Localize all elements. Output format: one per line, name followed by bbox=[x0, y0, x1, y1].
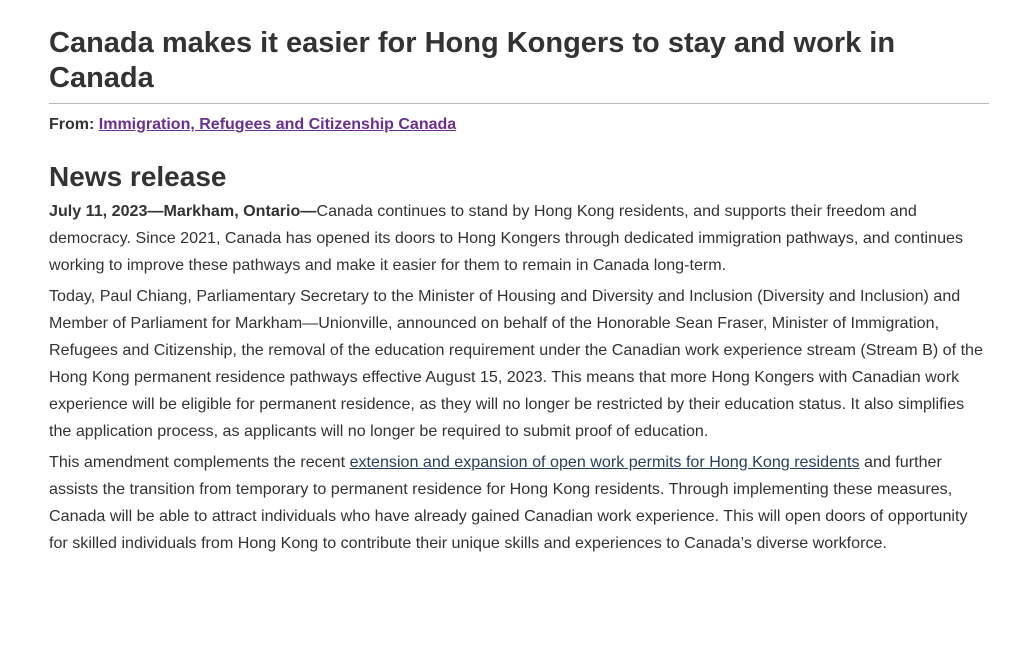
from-label: From: bbox=[49, 116, 95, 133]
open-work-permits-link[interactable]: extension and expansion of open work permits for Hong Kong residents bbox=[349, 453, 860, 471]
paragraph-amendment-text-before: This amendment complements the recent bbox=[49, 453, 350, 471]
page-title: Canada makes it easier for Hong Kongers to stay and work in Canada bbox=[49, 26, 989, 104]
section-heading: News release bbox=[49, 161, 227, 192]
dateline: July 11, 2023—Markham, Ontario— bbox=[49, 202, 317, 220]
paragraph-announcement: Today, Paul Chiang, Parliamentary Secretary to the Minister of Housing and Diversity and Inclusion (Diversity and Inclusion) and Member of Parliament for Markham—Unionville, announced on behalf of the Honorable Sean Fraser, Minister of Immigration, Refugees and Citizenship, the removal of the education requirement under the Canadian work experience stream (Stream B) of the Hong Kong permanent residence pathways effective August 15, 2023. This means that more Hong Kongers with Canadian work experience will be eligible for permanent residence, as they will no longer be restricted by their education status. It also simplifies the application process, as applicants will no longer be required to submit proof of education. bbox=[49, 287, 983, 440]
paragraph-amendment-text-after: and further assists the transition from temporary to permanent residence for Hong Kong residents. Through implementing these measures, Canada will be able to attract individuals who have already gained Canadian work experience. This will open doors of opportunity for skilled individuals from Hong Kong to contribute their unique skills and experiences to Canada’s diverse workforce. bbox=[49, 453, 968, 552]
paragraph-amendment bbox=[49, 449, 989, 557]
news-article bbox=[49, 26, 989, 557]
paragraph-intro-text: Canada continues to stand by Hong Kong residents, and supports their freedom and democracy. Since 2021, Canada has opened its doors to Hong Kongers through dedicated immigration pathways, and continues working to improve these pathways and make it easier for them to remain in Canada long-term. bbox=[49, 202, 964, 274]
from-line bbox=[49, 114, 989, 136]
paragraph-intro bbox=[49, 198, 989, 279]
department-link[interactable]: Immigration, Refugees and Citizenship Canada bbox=[98, 116, 457, 133]
